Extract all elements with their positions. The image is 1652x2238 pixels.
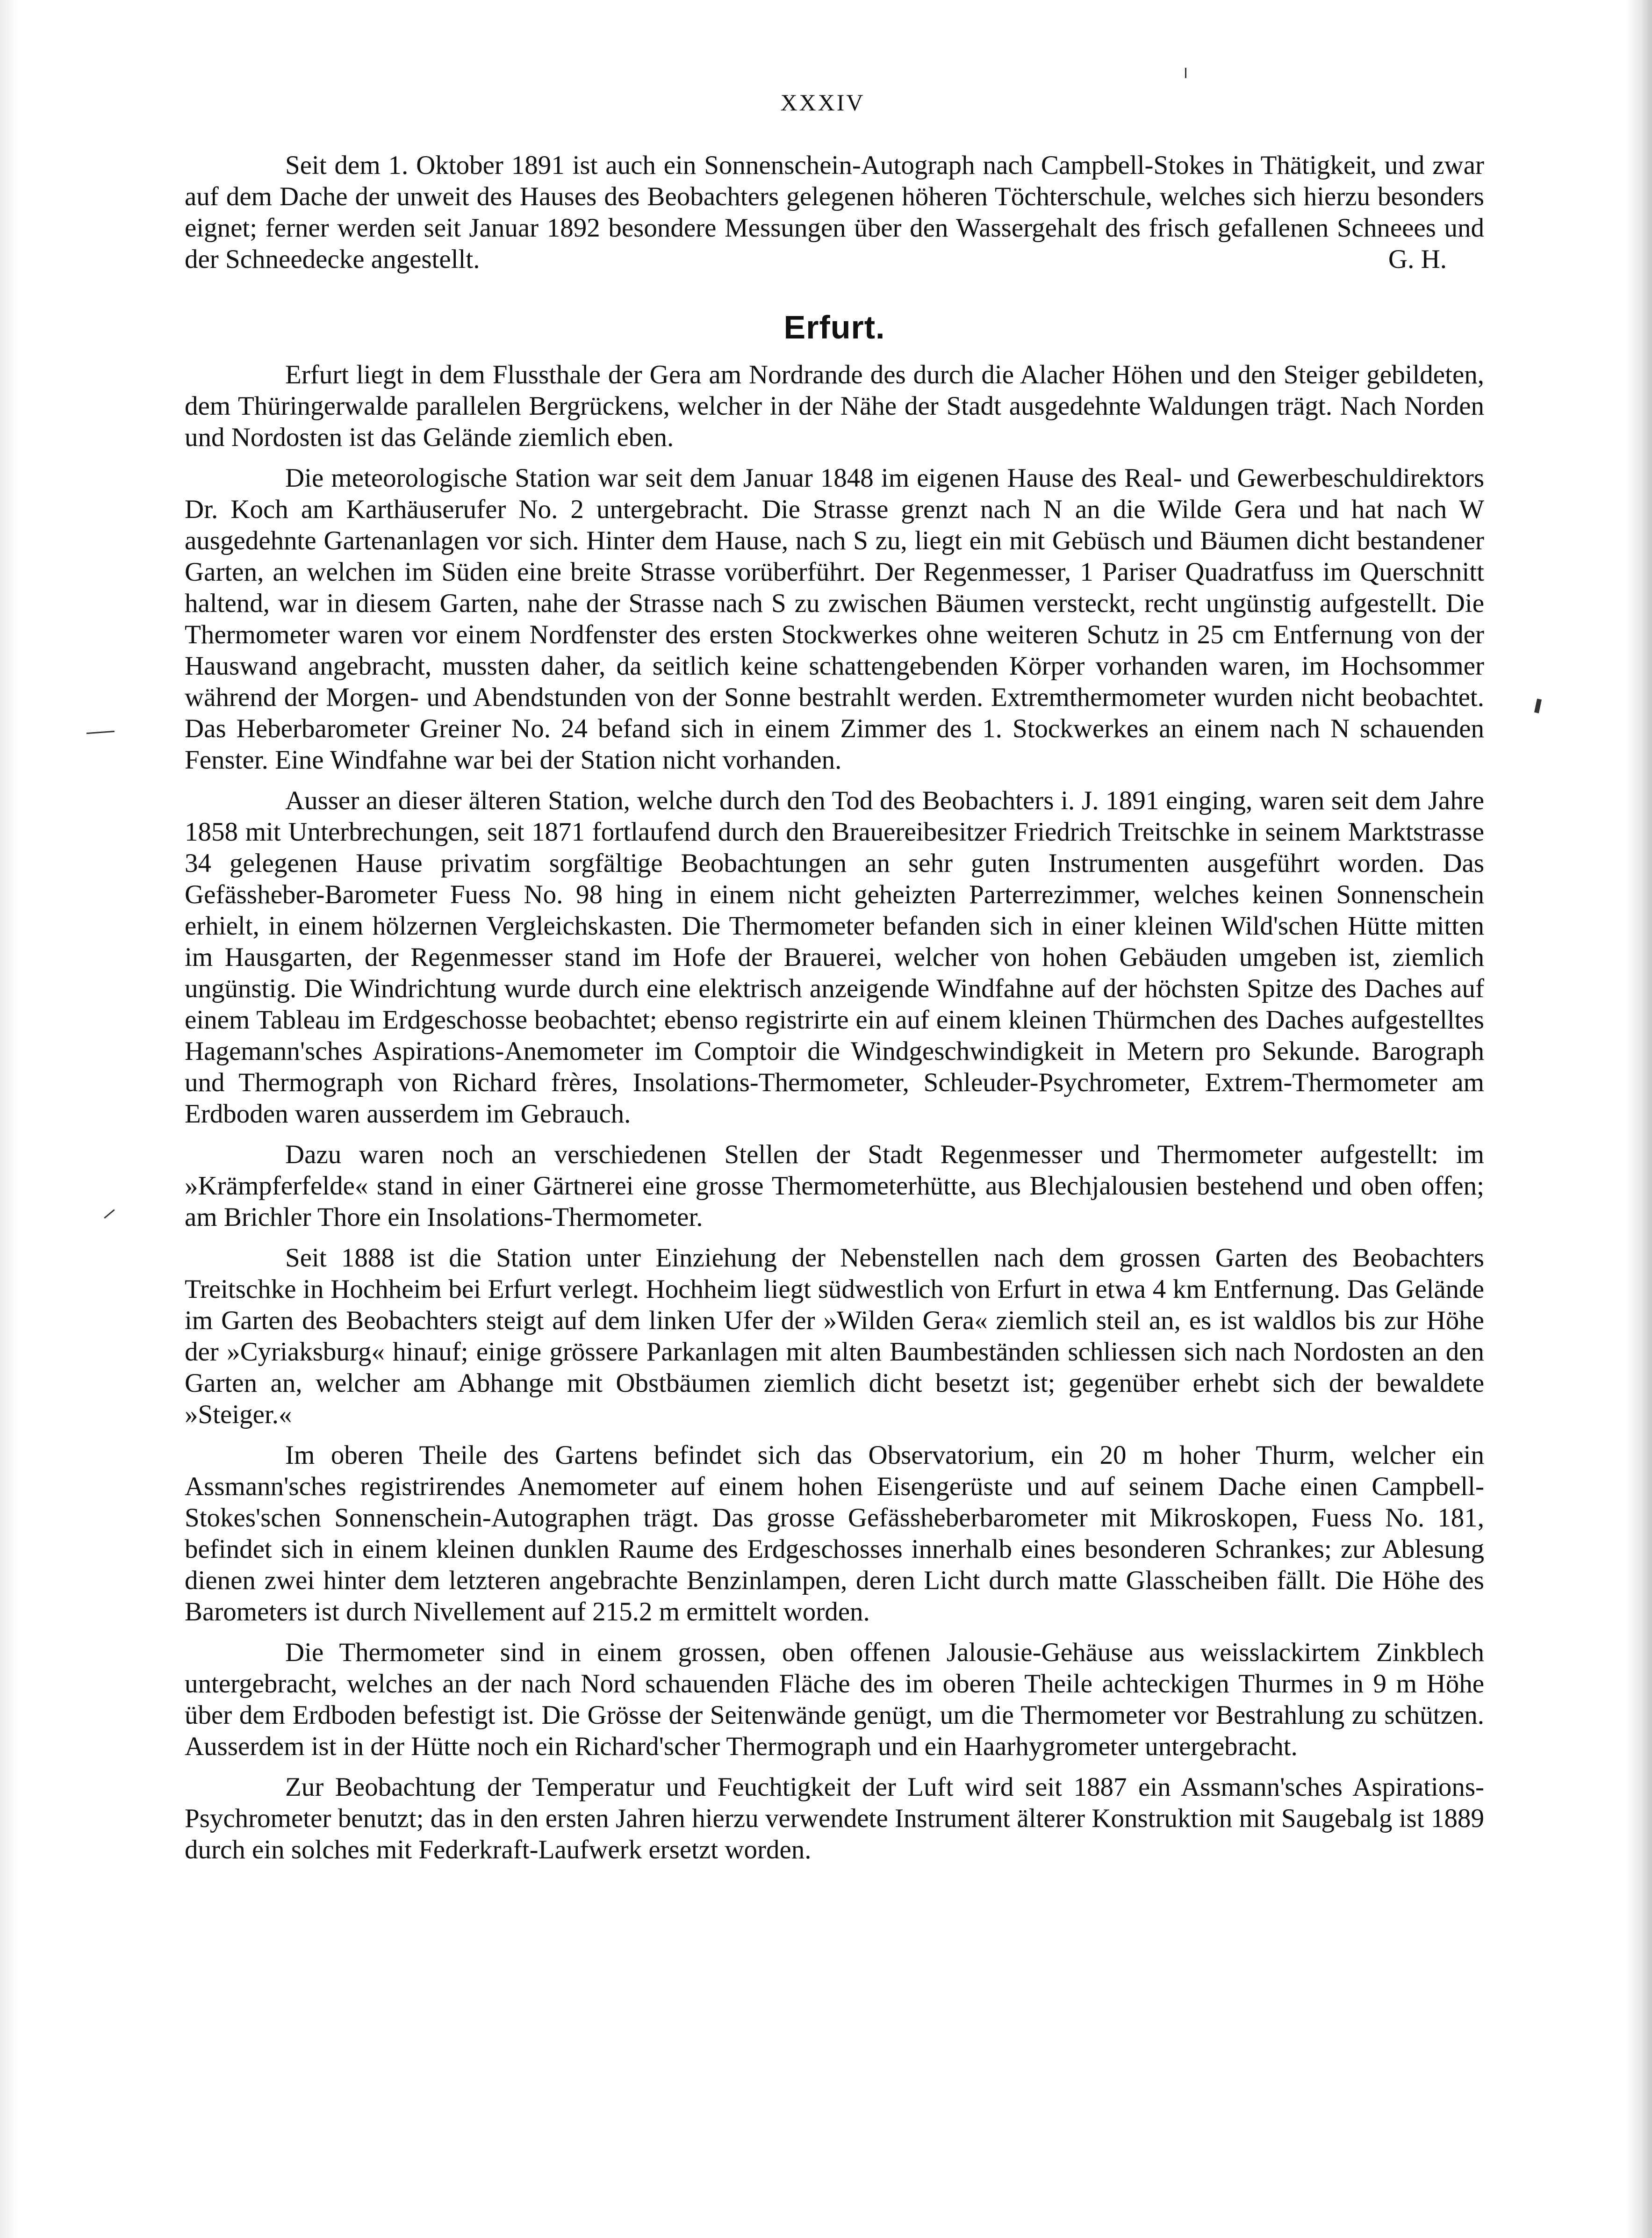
- paragraph-observatory: Im oberen Theile des Gartens befindet sich das Observatorium, ein 20 m hoher Thurm, welcher ein Assmann'sches registrirendes Anemometer auf einem hohen Eisengerüste und auf seinem Dache einen Campbell-Stokes'schen Sonnenschein-Autographen trägt. Das grosse Gefässheberbarometer mit Mikroskopen, Fuess No. 181, befindet sich in einem kleinen dunklen Raume des Erdgeschosses innerhalb eines besonderen Schrankes; zur Ablesung dienen zwei hinter dem letzteren angebrachte Benzinlampen, deren Licht durch matte Glasscheiben fällt. Die Höhe des Barometers ist durch Nivellement auf 215.2 m ermittelt worden.: [185, 1440, 1484, 1626]
- paragraph-hochheim: Seit 1888 ist die Station unter Einziehung der Nebenstellen nach dem grossen Garten des Beobachters Treitschke in Hochheim bei Erfurt verlegt. Hochheim liegt südwestlich von Erfurt in etwa 4 km Entfernung. Das Gelände im Garten des Beobachters steigt auf dem linken Ufer der »Wilden Gera« ziemlich steil an, es ist waldlos bis zur Höhe der »Cyriaksburg« hinauf; einige grössere Parkanlagen mit alten Baumbeständen schliessen sich nach Nordosten an den Garten an, welcher am Abhange mit Obstbäumen ziemlich dicht besetzt ist; gegenüber erhebt sich der bewaldete »Steiger.«: [185, 1243, 1484, 1429]
- paragraph-psychrometer: Zur Beobachtung der Temperatur und Feuchtigkeit der Luft wird seit 1887 ein Assmann'sches Aspirations-Psychrometer benutzt; das in den ersten Jahren hierzu verwendete Instrument älterer Konstruktion mit Saugebalg ist 1889 durch ein solches mit Federkraft-Laufwerk ersetzt worden.: [185, 1772, 1484, 1864]
- margin-mark-right: [1534, 698, 1542, 713]
- text-column: [185, 150, 1484, 1865]
- margin-mark-left-dash: [86, 731, 115, 734]
- page-left-edge-shadow: [0, 0, 19, 2238]
- intro-paragraph-text: Seit dem 1. Oktober 1891 ist auch ein Sonnenschein-Autograph nach Campbell-Stokes in Thätigkeit, und zwar auf dem Dache der unweit des Hauses des Beobachters gelegenen höheren Töchterschule, welches sich hierzu besonders eignet; ferner werden seit Januar 1892 besondere Messungen über den Wassergehalt des frisch gefallenen Schneees und der Schneedecke angestellt.: [185, 151, 1484, 274]
- paragraph-treitschke-station: Ausser an dieser älteren Station, welche durch den Tod des Beobachters i. J. 1891 einging, waren seit dem Jahre 1858 mit Unterbrechungen, seit 1871 fortlaufend durch den Brauereibesitzer Friedrich Treitschke in seinem Marktstrasse 34 gelegenen Hause privatim sorgfältige Beobachtungen an sehr guten Instrumenten ausgeführt worden. Das Gefässheber-Barometer Fuess No. 98 hing in einem nicht geheizten Parterrezimmer, welches keinen Sonnenschein erhielt, in einem hölzernen Vergleichskasten. Die Thermometer befanden sich in einer kleinen Wild'schen Hütte mitten im Hausgarten, der Regenmesser stand im Hofe der Brauerei, welcher von hohen Gebäuden umgeben ist, ziemlich ungünstig. Die Windrichtung wurde durch eine elektrisch anzeigende Windfahne auf der höchsten Spitze des Daches auf einem Tableau im Erdgeschosse beobachtet; ebenso registrirte ein auf einem kleinen Thürmchen des Daches aufgestelltes Hagemann'sches Aspirations-Anemometer im Comptoir die Windgeschwindigkeit in Metern pro Sekunde. Barograph und Thermograph von Richard frères, Insolations-Thermometer, Schleuder-Psychrometer, Extrem-Thermometer am Erdboden waren ausserdem im Gebrauch.: [185, 786, 1484, 1129]
- paragraph-city-instruments: Dazu waren noch an verschiedenen Stellen der Stadt Regenmesser und Thermometer aufgestellt: im »Krämpferfelde« stand in einer Gärtnerei eine grosse Thermometerhütte, aus Blechjalousien bestehend und oben offen; am Brichler Thore ein Insolations-Thermometer.: [185, 1140, 1484, 1232]
- paragraph-thermometers: Die Thermometer sind in einem grossen, oben offenen Jalousie-Gehäuse aus weisslackirtem Zinkblech untergebracht, welches an der nach Nord schauenden Fläche des im oberen Theile achteckigen Thurmes in 9 m Höhe über dem Erdboden befestigt ist. Die Grösse der Seitenwände genügt, um die Thermometer vor Bestrahlung zu schützen. Ausserdem ist in der Hütte noch ein Richard'scher Thermograph und ein Haarhygrometer untergebracht.: [185, 1638, 1484, 1761]
- page-right-edge-shadow: [1626, 0, 1652, 2238]
- paragraph-location: Erfurt liegt in dem Flussthale der Gera am Nordrande des durch die Alacher Höhen und den Steiger gebildeten, dem Thüringerwalde parallelen Bergrückens, welcher in der Nähe der Stadt ausgedehnte Waldungen trägt. Nach Norden und Nordosten ist das Gelände ziemlich eben.: [185, 360, 1484, 452]
- author-signature: G. H.: [1388, 245, 1447, 274]
- margin-mark-top: [1185, 68, 1186, 78]
- intro-paragraph: [185, 150, 1484, 275]
- page-number: XXXIV: [780, 89, 865, 115]
- section-title: Erfurt.: [783, 309, 885, 345]
- paragraph-old-station: Die meteorologische Station war seit dem Januar 1848 im eigenen Hause des Real- und Gewerbeschuldirektors Dr. Koch am Karthäuserufer No. 2 untergebracht. Die Strasse grenzt nach N an die Wilde Gera und hat nach W ausgedehnte Gartenanlagen vor sich. Hinter dem Hause, nach S zu, liegt ein mit Gebüsch und Bäumen dicht bestandener Garten, an welchen im Süden eine breite Strasse vorüberführt. Der Regenmesser, 1 Pariser Quadratfuss im Querschnitt haltend, war in diesem Garten, nahe der Strasse nach S zu zwischen Bäumen versteckt, recht ungünstig aufgestellt. Die Thermometer waren vor einem Nordfenster des ersten Stockwerkes ohne weiteren Schutz in 25 cm Entfernung von der Hauswand angebracht, mussten daher, da seitlich keine schattengebenden Körper vorhanden waren, im Hochsommer während der Morgen- und Abendstunden von der Sonne bestrahlt werden. Extremthermometer wurden nicht beobachtet. Das Heberbarometer Greiner No. 24 befand sich in einem Zimmer des 1. Stockwerkes an einem nach N schauenden Fenster. Eine Windfahne war bei der Station nicht vorhanden.: [185, 463, 1484, 775]
- margin-mark-left-slash: [104, 1209, 115, 1218]
